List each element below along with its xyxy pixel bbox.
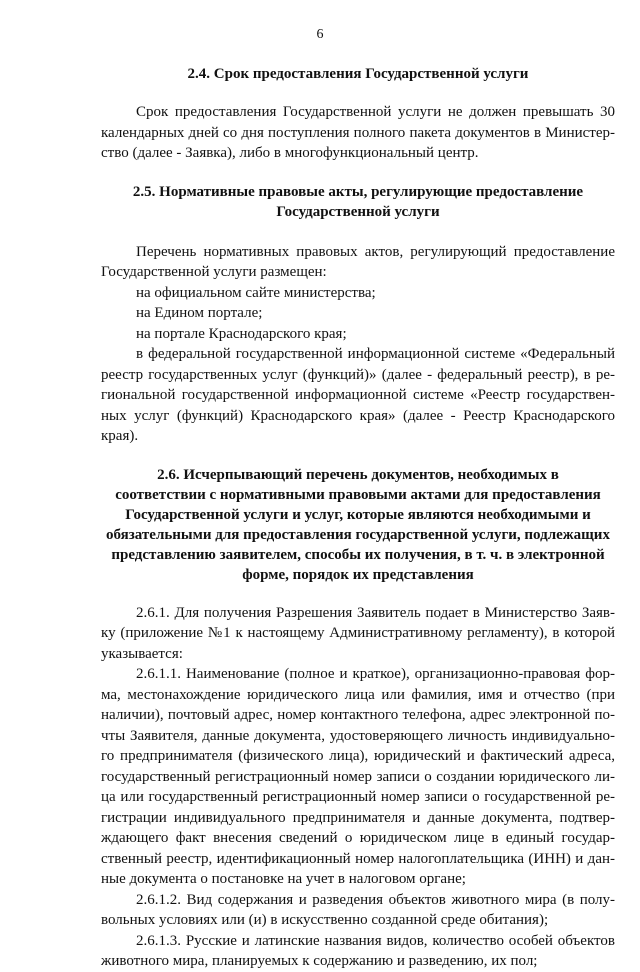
heading-line: Государственной услуги и услуг, которые являются необходимыми и [125,506,591,523]
text-line: ку (приложение №1 к настоящему Административному регламенту), в которой [101,625,615,641]
list-item: на портале Краснодарского края; [136,325,347,342]
heading-line: форме, порядок их представления [242,566,474,583]
text-line: указывается: [101,645,183,662]
text-line: наличии), почтовый адрес, номер контактного телефона, адрес электронной по- [101,707,615,723]
heading-line: 2.5. Нормативные правовые акты, регулирующие предоставление [132,183,584,200]
heading-line: представлению заявителем, способы их получения, в т. ч. в электронной [111,546,605,563]
text-line: календарных дней со дня поступления полного пакета документов в Министер- [101,124,615,141]
document-content [101,64,615,972]
text-line: ные документа о постановке на учет в налоговом органе; [101,871,466,887]
heading-line: Государственной услуги [276,203,440,220]
text-line: чты Заявителя, данные документа, удостоверяющего личность индивидуально- [101,727,615,744]
list-2-5 [101,283,615,345]
text-line: реестр государственных услуг (функций)» (далее - федеральный реестр), в ре- [101,366,615,383]
text-line: края). [101,428,139,444]
heading-2-4 [101,64,615,84]
text-line: ма, местонахождение юридического лица или фамилия, имя и отчество (при [101,686,615,703]
text-line: в федеральной государственной информационной системе «Федеральный [136,346,615,362]
list-item: на официальном сайте министерства; [136,284,376,301]
heading-2-5 [101,182,615,222]
paragraph-2-6-1-2 [101,890,615,931]
list-item: на Едином портале; [136,305,263,321]
heading-line: 2.6. Исчерпывающий перечень документов, необходимых в [157,466,559,483]
text-line: гиональной государственной информационной системе «Реестр государствен- [101,387,615,403]
heading-2-4-text: 2.4. Срок предоставления Государственной услуги [187,66,529,82]
text-line: Перечень нормативных правовых актов, регулирующий предоставление [136,243,615,260]
text-line: 2.6.1.2. Вид содержания и разведения объектов животного мира (в полу- [136,891,615,908]
text-line: ство (далее - Заявка), либо в многофункциональный центр. [101,145,479,161]
paragraph-2-6-1-3 [101,931,615,972]
heading-2-6 [101,465,615,585]
text-line: го предпринимателя (физического лица), юридический и фактический адреса, [101,748,615,764]
text-line: государственный регистрационный номер записи о создании юридического ли- [101,768,615,785]
text-line: животного мира, планируемых к содержанию и разведению, их пол; [101,953,538,969]
paragraph-2-4 [101,102,615,164]
text-line: ца или государственный регистрационный номер записи о государственной ре- [101,789,615,805]
text-line: гистрации индивидуального предпринимателя и данные документа, подтвер- [101,809,615,826]
text-line: ственный реестр, идентификационный номер налогоплательщика (ИНН) и дан- [101,850,615,867]
heading-line: обязательными для предоставления государственной услуги, подлежащих [106,526,610,543]
text-line: Срок предоставления Государственной услуги не должен превышать 30 [136,104,615,120]
text-line: 2.6.1.1. Наименование (полное и краткое), организационно-правовая фор- [136,666,615,682]
paragraph-2-5-intro [101,242,615,283]
paragraph-2-6-1 [101,603,615,665]
text-line: ных услуг (функций) Краснодарского края» (далее - Реестр Краснодарского [101,407,615,424]
text-line: ждающего факт внесения сведений о юридическом лице в единый государ- [101,830,615,846]
heading-line: соответствии с нормативными правовыми актами для предоставления [115,486,601,503]
page-number: 6 [316,27,324,42]
text-line: 2.6.1. Для получения Разрешения Заявитель подает в Министерство Заяв- [136,604,615,621]
text-line: Государственной услуги размещен: [101,264,327,280]
text-line: 2.6.1.3. Русские и латинские названия видов, количество особей объектов [136,932,615,949]
list-item-registry [101,344,615,447]
text-line: вольных условиях или (и) в искусственно созданной среде обитания); [101,912,549,928]
paragraph-2-6-1-1 [101,664,615,890]
